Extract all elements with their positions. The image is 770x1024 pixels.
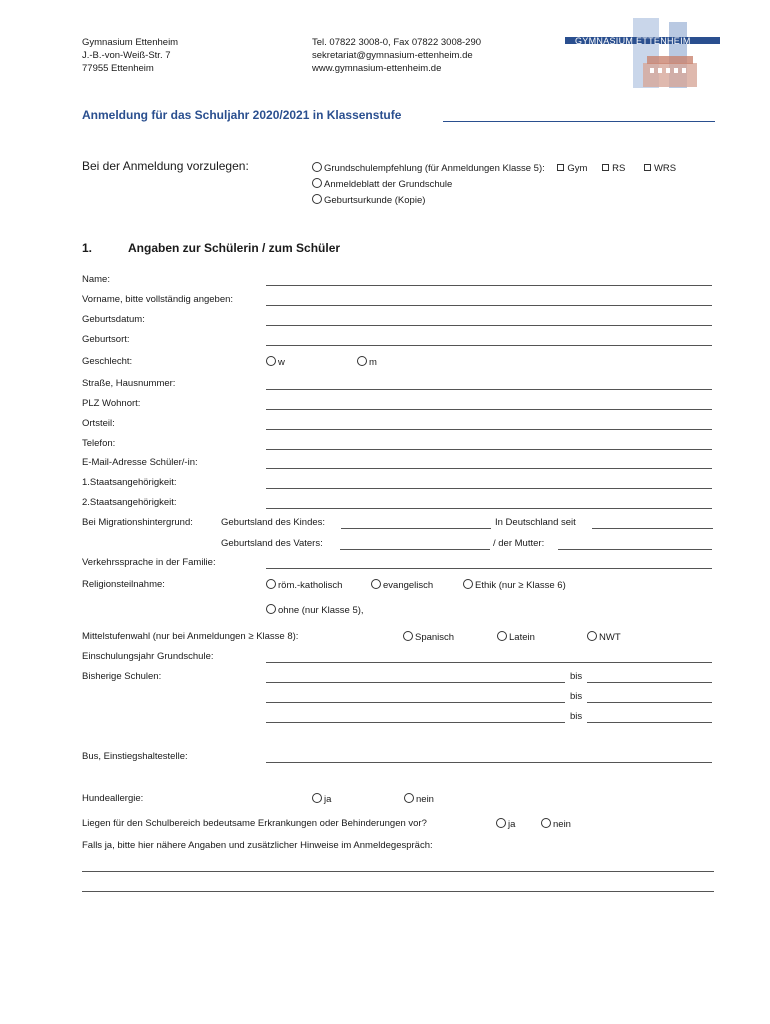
label-bis-1: bis xyxy=(570,671,583,682)
field-bis-2[interactable] xyxy=(587,702,712,703)
radio-m-icon[interactable] xyxy=(357,356,367,366)
field-schule-2[interactable] xyxy=(266,702,565,703)
option-m[interactable]: m xyxy=(357,356,377,368)
page-title: Anmeldung für das Schuljahr 2020/2021 in Klassenstufe xyxy=(82,108,402,122)
field-geburtsland-vater[interactable] xyxy=(340,549,490,550)
radio-spanisch-icon[interactable] xyxy=(403,631,413,641)
label-telefon: Telefon: xyxy=(82,438,116,449)
label-religion: Religionsteilnahme: xyxy=(82,579,165,590)
option-erk-nein[interactable]: nein xyxy=(541,818,571,830)
school-city: 77955 Ettenheim xyxy=(82,63,154,74)
label-geburtsland-kind: Geburtsland des Kindes: xyxy=(221,517,326,528)
radio-hund-ja-icon[interactable] xyxy=(312,793,322,803)
label-einschulung: Einschulungsjahr Grundschule: xyxy=(82,651,214,662)
field-staat1[interactable] xyxy=(266,488,712,489)
label-ortsteil: Ortsteil: xyxy=(82,418,115,429)
label-staat2: 2.Staatsangehörigkeit: xyxy=(82,497,177,508)
field-vorname[interactable] xyxy=(266,305,712,306)
radio-geburtsurkunde[interactable] xyxy=(312,194,322,204)
field-strasse[interactable] xyxy=(266,389,712,390)
label-plz: PLZ Wohnort: xyxy=(82,398,141,409)
label-in-de-seit: In Deutschland seit xyxy=(495,517,576,528)
opt-rs[interactable]: RS xyxy=(602,163,625,174)
option-ohne[interactable]: ohne (nur Klasse 5), xyxy=(266,604,364,616)
checkbox-wrs-icon[interactable] xyxy=(644,164,651,171)
documents-label: Bei der Anmeldung vorzulegen: xyxy=(82,159,249,173)
field-name[interactable] xyxy=(266,285,712,286)
radio-erk-nein-icon[interactable] xyxy=(541,818,551,828)
field-hinweise-1[interactable] xyxy=(82,871,714,872)
radio-kath-icon[interactable] xyxy=(266,579,276,589)
doc-item-geburtsurkunde: Geburtsurkunde (Kopie) xyxy=(312,193,676,209)
label-staat1: 1.Staatsangehörigkeit: xyxy=(82,477,177,488)
field-bis-3[interactable] xyxy=(587,722,712,723)
school-name: Gymnasium Ettenheim xyxy=(82,37,179,48)
checkbox-rs-icon[interactable] xyxy=(602,164,609,171)
option-spanisch[interactable]: Spanisch xyxy=(403,631,454,643)
option-nwt[interactable]: NWT xyxy=(587,631,621,643)
field-ortsteil[interactable] xyxy=(266,429,712,430)
option-latein[interactable]: Latein xyxy=(497,631,535,643)
field-verkehrssprache[interactable] xyxy=(266,568,712,569)
klassenstufe-line[interactable] xyxy=(443,121,715,122)
school-street: J.-B.-von-Weiß-Str. 7 xyxy=(82,50,171,61)
field-einschulung[interactable] xyxy=(266,662,712,663)
logo-text: GYMNASIUM ETTENHEIM xyxy=(575,36,691,46)
section-title: Angaben zur Schülerin / zum Schüler xyxy=(128,241,341,255)
opt-gym[interactable]: Gym xyxy=(557,163,587,174)
radio-nwt-icon[interactable] xyxy=(587,631,597,641)
radio-ethik-icon[interactable] xyxy=(463,579,473,589)
option-ethik[interactable]: Ethik (nur ≥ Klasse 6) xyxy=(463,579,566,591)
school-phone: Tel. 07822 3008-0, Fax 07822 3008-290 xyxy=(312,37,482,48)
label-email: E-Mail-Adresse Schüler/-in: xyxy=(82,457,198,468)
label-geburtsdatum: Geburtsdatum: xyxy=(82,314,145,325)
checkbox-gym-icon[interactable] xyxy=(557,164,564,171)
field-schule-3[interactable] xyxy=(266,722,565,723)
field-geburtsland-kind[interactable] xyxy=(341,528,491,529)
option-kath[interactable]: röm.-katholisch xyxy=(266,579,342,591)
label-vorname: Vorname, bitte vollständig angeben: xyxy=(82,294,234,305)
field-mutter[interactable] xyxy=(558,549,712,550)
radio-ohne-icon[interactable] xyxy=(266,604,276,614)
label-erkrankung: Liegen für den Schulbereich bedeutsame Erkrankungen oder Behinderungen vor? xyxy=(82,818,427,829)
radio-ev-icon[interactable] xyxy=(371,579,381,589)
label-migration: Bei Migrationshintergrund: xyxy=(82,517,193,528)
option-hund-nein[interactable]: nein xyxy=(404,793,434,805)
field-bus[interactable] xyxy=(266,762,712,763)
opt-wrs[interactable]: WRS xyxy=(644,163,676,174)
field-in-de-seit[interactable] xyxy=(592,528,713,529)
label-name: Name: xyxy=(82,274,110,285)
field-schule-1[interactable] xyxy=(266,682,565,683)
radio-w-icon[interactable] xyxy=(266,356,276,366)
option-hund-ja[interactable]: ja xyxy=(312,793,331,805)
radio-anmeldeblatt[interactable] xyxy=(312,178,322,188)
doc-item-grundschulempfehlung: Grundschulempfehlung (für Anmeldungen Klasse 5): Gym RS WRS xyxy=(312,161,676,177)
field-bis-1[interactable] xyxy=(587,682,712,683)
school-logo xyxy=(565,18,720,93)
label-mutter: / der Mutter: xyxy=(493,538,545,549)
label-falls-ja: Falls ja, bitte hier nähere Angaben und zusätzlicher Hinweise im Anmeldegespräch: xyxy=(82,840,433,851)
radio-latein-icon[interactable] xyxy=(497,631,507,641)
radio-grundschulempfehlung[interactable] xyxy=(312,162,322,172)
logo-graphic-icon xyxy=(565,18,720,93)
option-erk-ja[interactable]: ja xyxy=(496,818,515,830)
label-mittelstufe: Mittelstufenwahl (nur bei Anmeldungen ≥ Klasse 8): xyxy=(82,631,299,642)
field-email[interactable] xyxy=(266,468,712,469)
school-contact xyxy=(312,36,481,75)
field-plz[interactable] xyxy=(266,409,712,410)
school-web: www.gymnasium-ettenheim.de xyxy=(312,63,442,74)
radio-hund-nein-icon[interactable] xyxy=(404,793,414,803)
label-hund: Hundeallergie: xyxy=(82,793,144,804)
label-bus: Bus, Einstiegshaltestelle: xyxy=(82,751,188,762)
label-geburtsort: Geburtsort: xyxy=(82,334,130,345)
label-geschlecht: Geschlecht: xyxy=(82,356,133,367)
field-hinweise-2[interactable] xyxy=(82,891,714,892)
option-ev[interactable]: evangelisch xyxy=(371,579,433,591)
doc-item-anmeldeblatt: Anmeldeblatt der Grundschule xyxy=(312,177,676,193)
field-staat2[interactable] xyxy=(266,508,712,509)
school-address xyxy=(82,36,178,75)
label-bis-3: bis xyxy=(570,711,583,722)
documents-list xyxy=(312,161,676,209)
label-geburtsland-vater: Geburtsland des Vaters: xyxy=(221,538,323,549)
label-bis-2: bis xyxy=(570,691,583,702)
label-strasse: Straße, Hausnummer: xyxy=(82,378,176,389)
section-number: 1. xyxy=(82,241,93,255)
school-email: sekretariat@gymnasium-ettenheim.de xyxy=(312,50,473,61)
label-verkehrssprache: Verkehrssprache in der Familie: xyxy=(82,557,216,568)
label-bisherige: Bisherige Schulen: xyxy=(82,671,162,682)
radio-erk-ja-icon[interactable] xyxy=(496,818,506,828)
option-w[interactable]: w xyxy=(266,356,285,368)
field-telefon[interactable] xyxy=(266,449,712,450)
field-geburtsort[interactable] xyxy=(266,345,712,346)
field-geburtsdatum[interactable] xyxy=(266,325,712,326)
